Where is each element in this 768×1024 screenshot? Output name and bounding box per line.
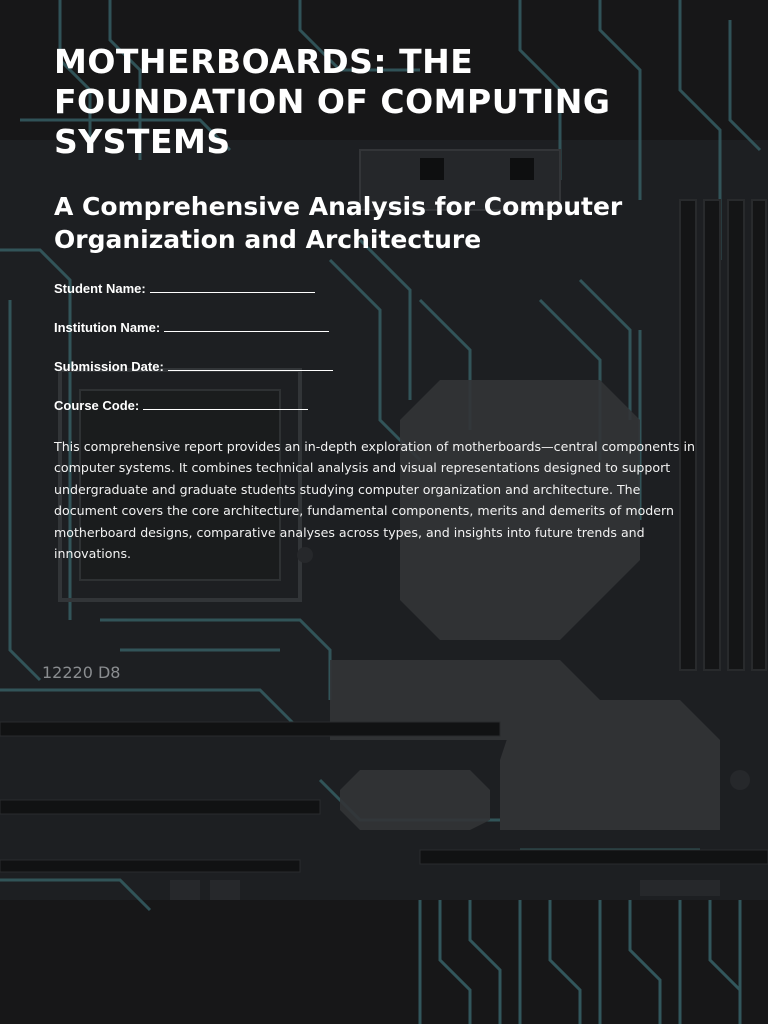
blank-line (143, 397, 308, 410)
blank-line (150, 280, 315, 293)
board-marking: 12220 D8 (42, 663, 121, 682)
blank-line (164, 319, 329, 332)
field-course-code (54, 397, 714, 414)
field-label: Submission Date: (54, 359, 164, 374)
document-title: MOTHERBOARDS: THE FOUNDATION OF COMPUTING SYSTEMS (54, 42, 611, 161)
field-submission-date (54, 358, 714, 375)
report-description: This comprehensive report provides an in-depth exploration of motherboards—central components in computer systems. It combines technical analysis and visual representations designed to support undergraduate and graduate students studying computer organization and architecture. The document covers the core architecture, fundamental components, merits and demerits of modern motherboard designs, comparative analyses across types, and insights into future trends and innovations. (54, 439, 695, 562)
field-label: Institution Name: (54, 320, 161, 335)
blank-line (168, 358, 333, 371)
cover-content (54, 42, 714, 564)
field-label: Course Code: (54, 398, 140, 413)
field-student-name (54, 280, 714, 297)
field-label: Student Name: (54, 281, 146, 296)
document-subtitle: A Comprehensive Analysis for Computer Organization and Architecture (54, 192, 623, 254)
field-institution-name (54, 319, 714, 336)
student-info-fields (54, 280, 714, 414)
